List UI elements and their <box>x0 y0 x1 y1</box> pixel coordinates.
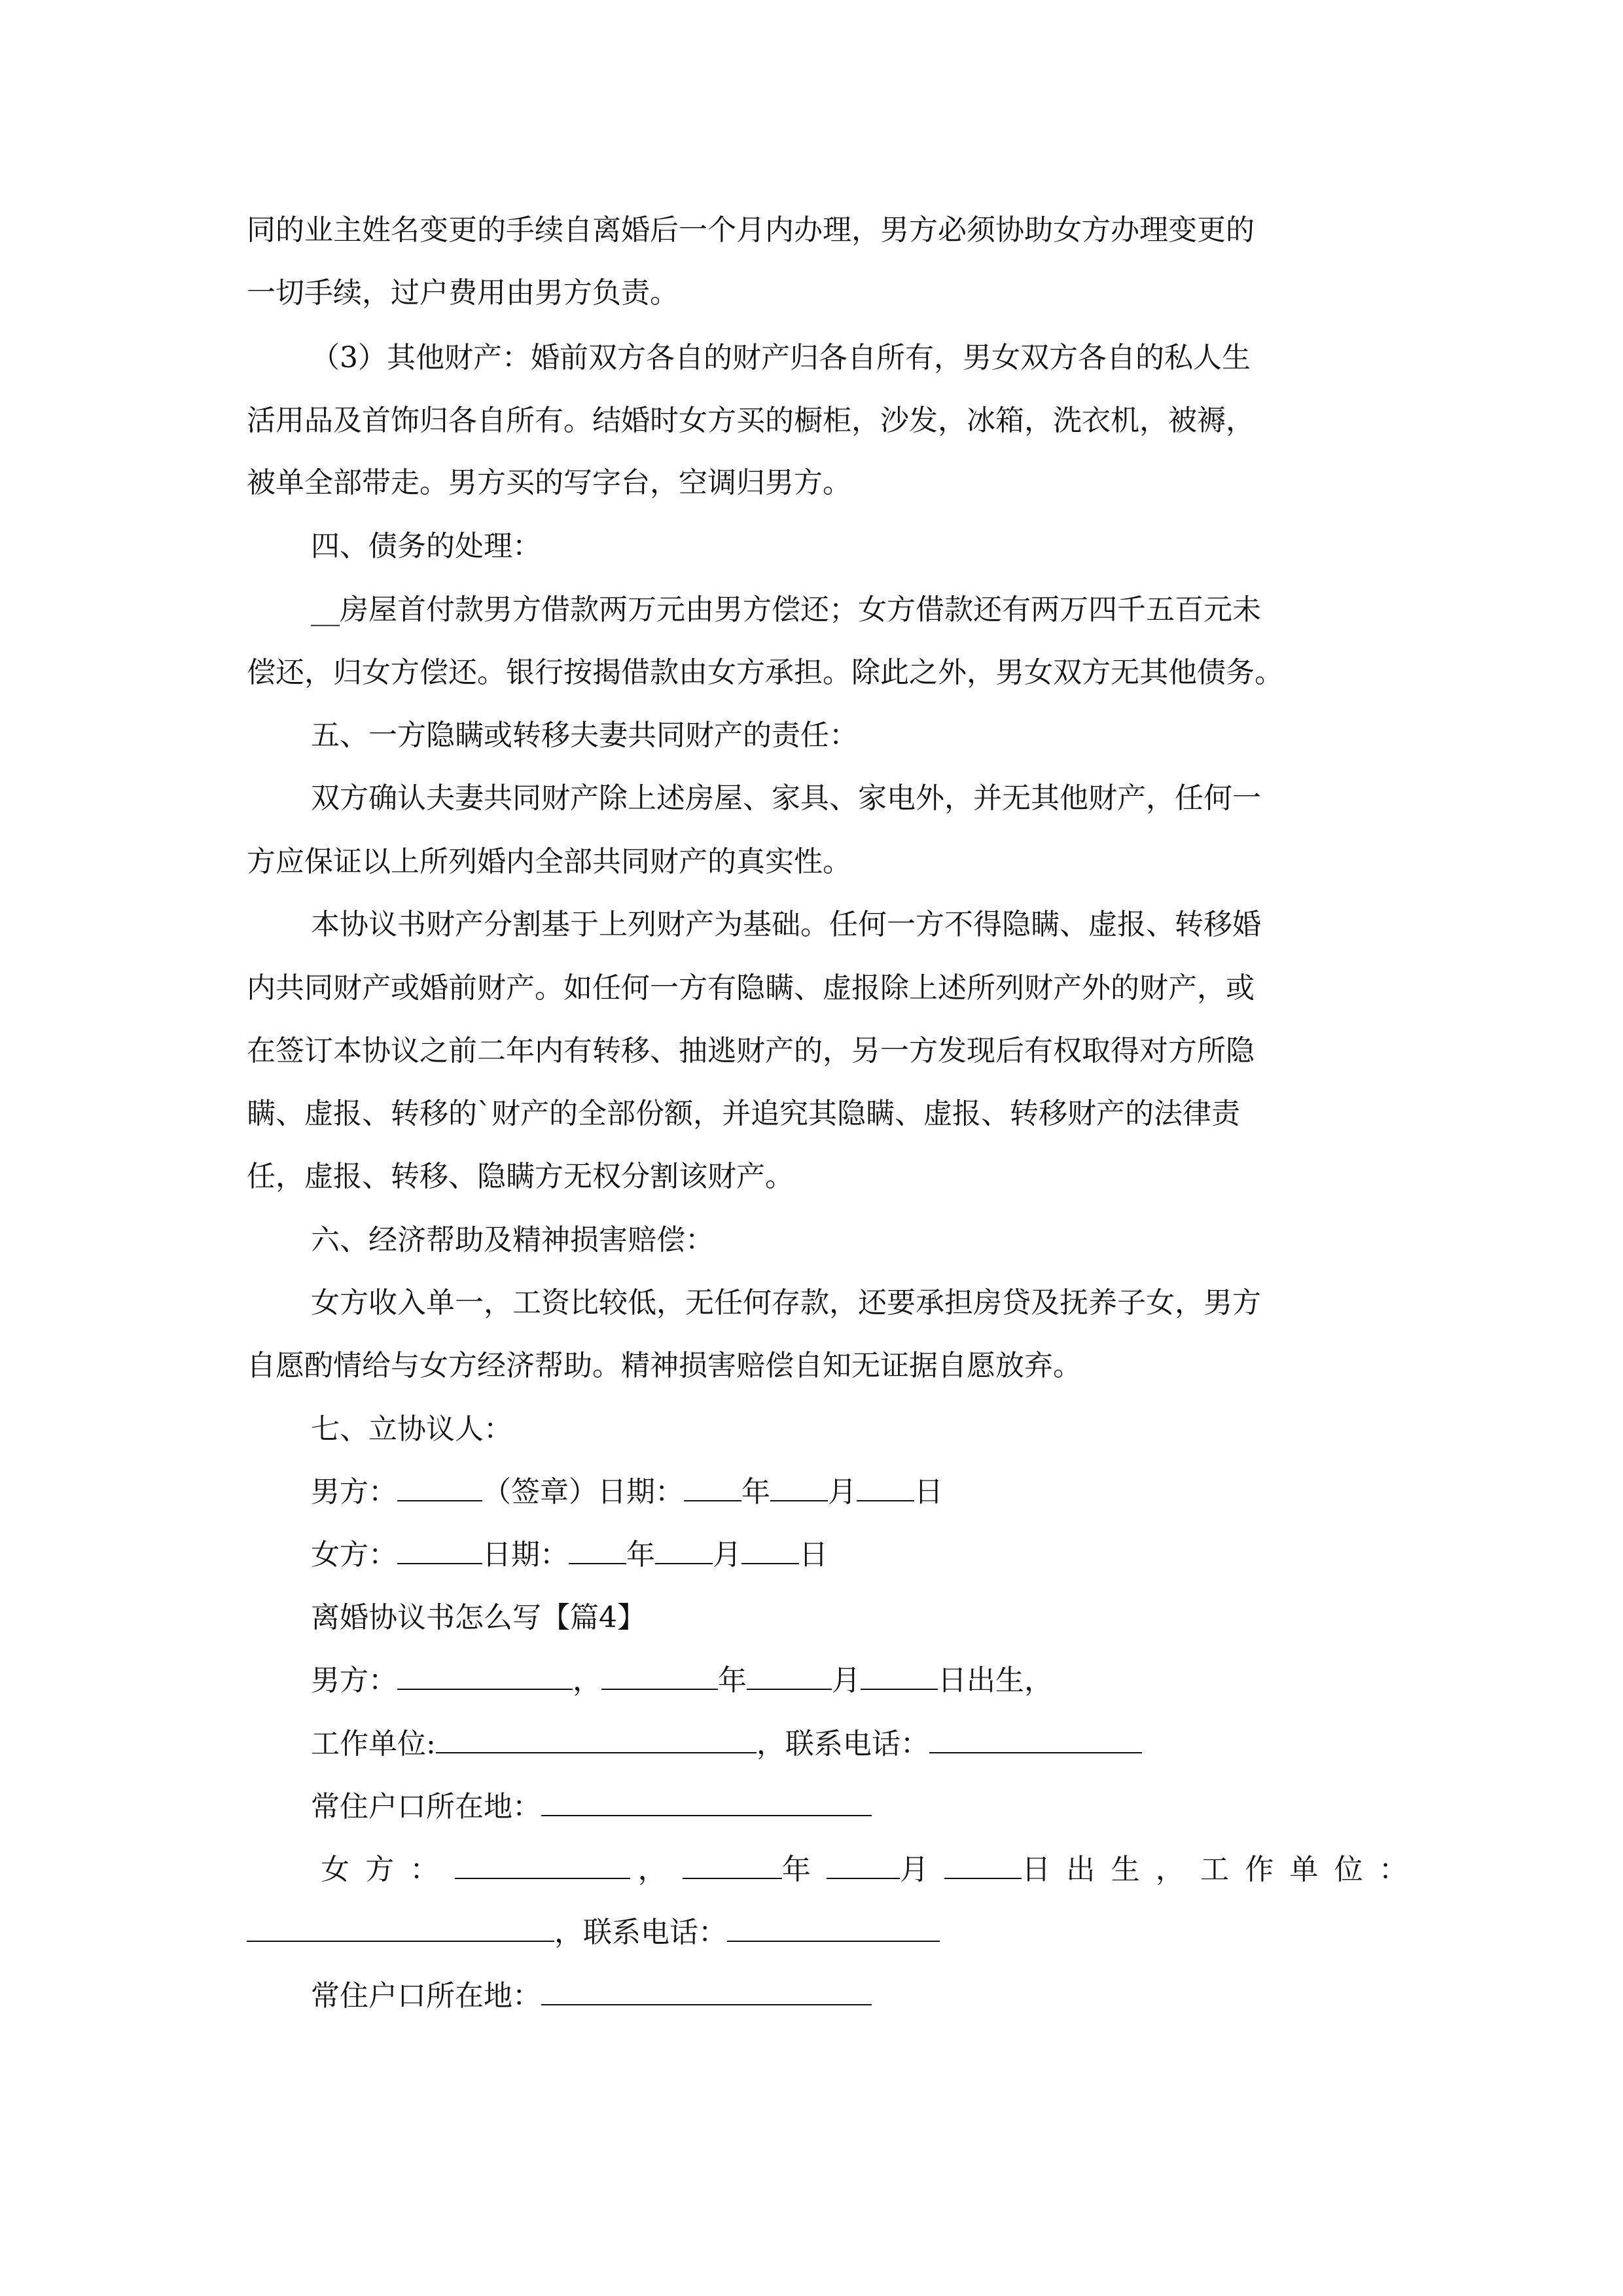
female-month-blank[interactable] <box>655 1537 713 1564</box>
text-line: 活用品及首饰归各自所有。结婚时女方买的橱柜，沙发，冰箱，洗衣机，被褥， <box>247 404 1255 437</box>
female-hukou-line <box>311 1977 872 2016</box>
day-label: 日 <box>914 1475 943 1509</box>
hukou-label: 常住户口所在地： <box>311 1979 541 2013</box>
day-label: 日 <box>799 1538 828 1571</box>
male-signature-blank[interactable] <box>397 1474 482 1501</box>
male-month-blank[interactable] <box>770 1474 828 1501</box>
text-line: 内共同财产或婚前财产。如任何一方有隐瞒、虚报除上述所列财产外的财产，或 <box>247 971 1255 1005</box>
female-label: 女方： <box>311 1538 397 1571</box>
female-label: 女方： <box>321 1853 455 1886</box>
female-hukou-blank[interactable] <box>541 1978 872 2005</box>
male-phone-blank[interactable] <box>929 1726 1142 1753</box>
female-birth-month-blank[interactable] <box>827 1852 900 1879</box>
text-line: 被单全部带走。男方买的写字台，空调归男方。 <box>247 466 851 499</box>
year-label: 年 <box>741 1475 770 1509</box>
male-work-line <box>311 1725 1142 1764</box>
birth-label: 日出生， <box>938 1664 1053 1697</box>
text-line: （3）其他财产：婚前双方各自的财产归各自所有，男女双方各自的私人生 <box>311 341 1251 374</box>
female-phone-blank[interactable] <box>727 1914 940 1942</box>
comma: ， <box>637 1853 683 1886</box>
male-info-line <box>311 1661 1053 1700</box>
female-birth-year-blank[interactable] <box>683 1852 782 1879</box>
date-label: 日期： <box>482 1538 569 1571</box>
section-heading: 四、债务的处理： <box>311 529 541 563</box>
seal-date-label: （签章）日期： <box>482 1475 684 1509</box>
text-line: 双方确认夫妻共同财产除上述房屋、家具、家电外，并无其他财产，任何一 <box>311 781 1261 815</box>
section-title: 离婚协议书怎么写【篇4】 <box>311 1601 646 1634</box>
text-line: 女方收入单一，工资比较低，无任何存款，还要承担房贷及抚养子女，男方 <box>311 1286 1261 1319</box>
male-label: 男方： <box>311 1475 397 1509</box>
section-heading: 五、一方隐瞒或转移夫妻共同财产的责任： <box>311 719 858 752</box>
male-hukou-blank[interactable] <box>541 1789 872 1816</box>
comma: ， <box>573 1664 601 1697</box>
phone-label: ，联系电话： <box>554 1916 727 1949</box>
male-label: 男方： <box>311 1664 397 1697</box>
text-line: 瞒、虚报、转移的`财产的全部份额，并追究其隐瞒、虚报、转移财产的法律责 <box>247 1097 1240 1130</box>
male-signature-line <box>311 1473 943 1512</box>
male-work-blank[interactable] <box>436 1726 757 1753</box>
year-label: 年 <box>626 1538 655 1571</box>
text-line: 在签订本协议之前二年内有转移、抽逃财产的，另一方发现后有权取得对方所隐 <box>247 1034 1255 1067</box>
text-line: __房屋首付款男方借款两万元由男方偿还；女方借款还有两万四千五百元未 <box>311 593 1261 626</box>
work-label: 工作单位: <box>311 1727 436 1761</box>
male-birth-month-blank[interactable] <box>747 1662 832 1690</box>
male-birth-year-blank[interactable] <box>601 1662 718 1690</box>
male-day-blank[interactable] <box>857 1474 914 1501</box>
text-line: 任，虚报、转移、隐瞒方无权分割该财产。 <box>247 1160 794 1193</box>
female-day-blank[interactable] <box>741 1537 799 1564</box>
text-line: 一切手续，过户费用由男方负责。 <box>247 276 679 310</box>
female-year-blank[interactable] <box>569 1537 626 1564</box>
male-name-blank[interactable] <box>397 1662 573 1690</box>
month-label: 月 <box>828 1475 857 1509</box>
female-info-line <box>321 1850 1423 1890</box>
phone-label: ，联系电话： <box>756 1727 929 1761</box>
text-line: 自愿酌情给与女方经济帮助。精神损害赔偿自知无证据自愿放弃。 <box>247 1349 1082 1382</box>
female-signature-line <box>311 1535 828 1575</box>
month-label: 月 <box>900 1853 945 1886</box>
female-signature-blank[interactable] <box>397 1537 482 1564</box>
male-birth-day-blank[interactable] <box>861 1662 938 1690</box>
female-name-blank[interactable] <box>455 1852 630 1879</box>
birth-work-label: 日出生，工作单位： <box>1022 1853 1424 1886</box>
male-hukou-line <box>311 1787 872 1827</box>
month-label: 月 <box>713 1538 741 1571</box>
hukou-label: 常住户口所在地： <box>311 1790 541 1823</box>
text-line: 偿还，归女方偿还。银行按揭借款由女方承担。除此之外，男女双方无其他债务。 <box>247 656 1283 689</box>
female-birth-day-blank[interactable] <box>944 1852 1022 1879</box>
text-line: 方应保证以上所列婚内全部共同财产的真实性。 <box>247 845 851 878</box>
year-label: 年 <box>718 1664 747 1697</box>
male-year-blank[interactable] <box>684 1474 741 1501</box>
text-line: 同的业主姓名变更的手续自离婚后一个月内办理，男方必须协助女方办理变更的 <box>247 213 1255 247</box>
month-label: 月 <box>832 1664 861 1697</box>
section-heading: 七、立协议人： <box>311 1412 512 1446</box>
text-line: 本协议书财产分割基于上列财产为基础。任何一方不得隐瞒、虚报、转移婚 <box>311 908 1261 941</box>
year-label: 年 <box>781 1853 827 1886</box>
female-work-line <box>247 1913 940 1952</box>
section-heading: 六、经济帮助及精神损害赔偿： <box>311 1223 714 1257</box>
female-work-blank[interactable] <box>247 1914 554 1942</box>
